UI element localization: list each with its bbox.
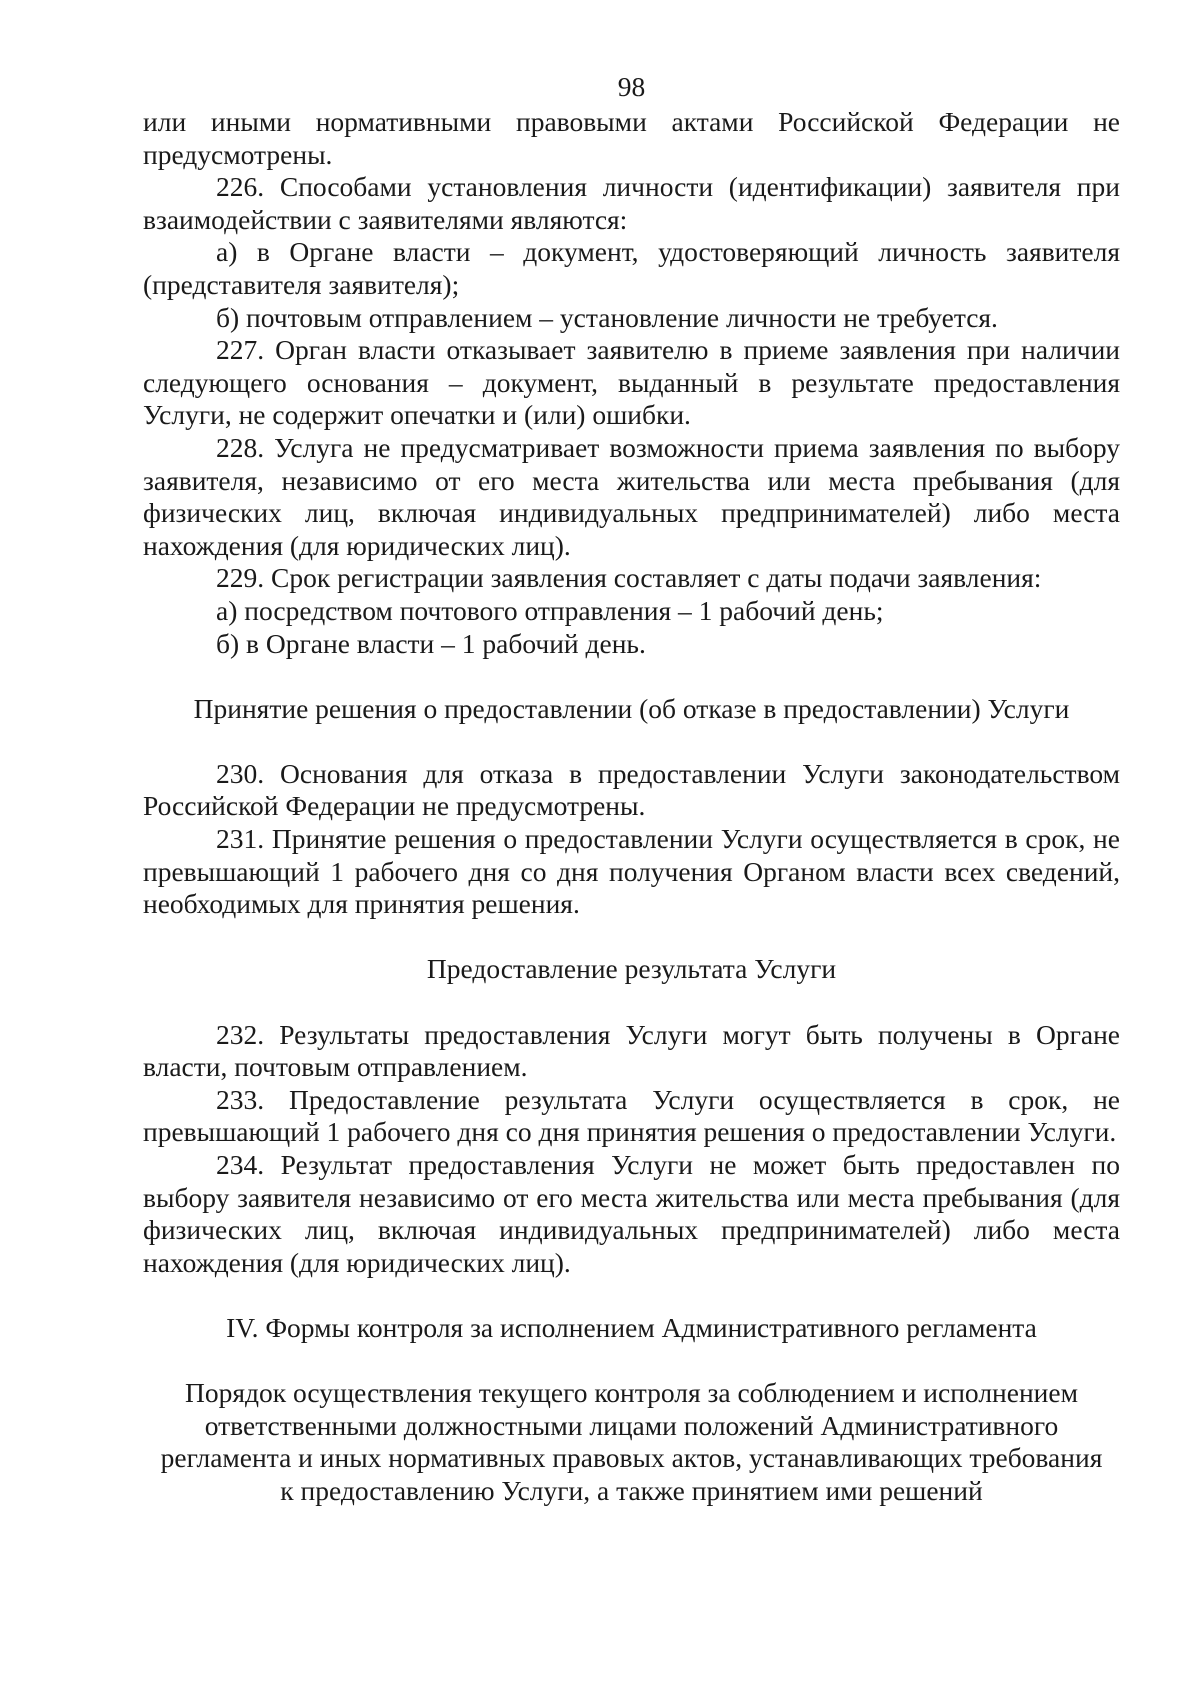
- blank-line: [143, 660, 1120, 693]
- heading-line: к предоставлению Услуги, а также принятием ими решений: [280, 1474, 983, 1506]
- section-heading: IV. Формы контроля за исполнением Административного регламента: [226, 1311, 1037, 1343]
- paragraph: 232. Результаты предоставления Услуги могут быть получены в Органе власти, почтовым отправлением.: [143, 1018, 1120, 1083]
- paragraph: 229. Срок регистрации заявления составляет с даты подачи заявления:: [216, 562, 1042, 594]
- paragraph: 228. Услуга не предусматривает возможности приема заявления по выбору заявителя, независимо от его места жительства или места пребывания (для физических лиц, включая индивидуальных предпринимателей) либо места нахождения (для юридических лиц).: [143, 431, 1120, 561]
- page-number: 98: [617, 71, 646, 102]
- section-heading: [143, 1377, 1120, 1507]
- blank-line: [143, 1279, 1120, 1312]
- paragraph: 227. Орган власти отказывает заявителю в приеме заявления при наличии следующего основания – документ, выданный в результате предоставления Услуги, не содержит опечатки и (или) ошибки.: [143, 334, 1120, 431]
- section-heading: Предоставление результата Услуги: [426, 953, 837, 985]
- blank-line: [143, 986, 1120, 1019]
- paragraph: 231. Принятие решения о предоставлении Услуги осуществляется в срок, не превышающий 1 рабочего дня со дня получения Органом власти всех сведений, необходимых для принятия решения.: [143, 823, 1120, 920]
- paragraph: б) почтовым отправлением – установление личности не требуется.: [216, 301, 998, 333]
- heading-line: ответственными должностными лицами положений Административного: [204, 1409, 1059, 1441]
- heading-line: Порядок осуществления текущего контроля за соблюдением и исполнением: [184, 1377, 1079, 1409]
- document-page: [143, 70, 1120, 1508]
- section-heading: Принятие решения о предоставлении (об отказе в предоставлении) Услуги: [193, 692, 1070, 724]
- paragraph: 226. Способами установления личности (идентификации) заявителя при взаимодействии с заявителями являются:: [143, 171, 1120, 235]
- blank-line: [143, 725, 1120, 758]
- blank-line: [143, 921, 1120, 954]
- paragraph: 233. Предоставление результата Услуги осуществляется в срок, не превышающий 1 рабочего дня со дня принятия решения о предоставлении Услуги.: [143, 1083, 1120, 1148]
- paragraph: а) в Органе власти – документ, удостоверяющий личность заявителя (представителя заявителя);: [143, 236, 1120, 300]
- paragraph: 234. Результат предоставления Услуги не может быть предоставлен по выбору заявителя независимо от его места жительства или места пребывания (для физических лиц, включая индивидуальных предпринимателей) либо места нахождения (для юридических лиц).: [143, 1149, 1120, 1278]
- blank-line: [143, 1345, 1120, 1378]
- paragraph: или иными нормативными правовыми актами Российской Федерации не предусмотрены.: [143, 106, 1120, 170]
- heading-line: регламента и иных нормативных правовых актов, устанавливающих требования: [160, 1442, 1103, 1474]
- document-body: [143, 106, 1120, 1508]
- paragraph: б) в Органе власти – 1 рабочий день.: [216, 627, 646, 659]
- paragraph: 230. Основания для отказа в предоставлении Услуги законодательством Российской Федерации не предусмотрены.: [143, 757, 1120, 822]
- paragraph: а) посредством почтового отправления – 1 рабочий день;: [216, 594, 884, 626]
